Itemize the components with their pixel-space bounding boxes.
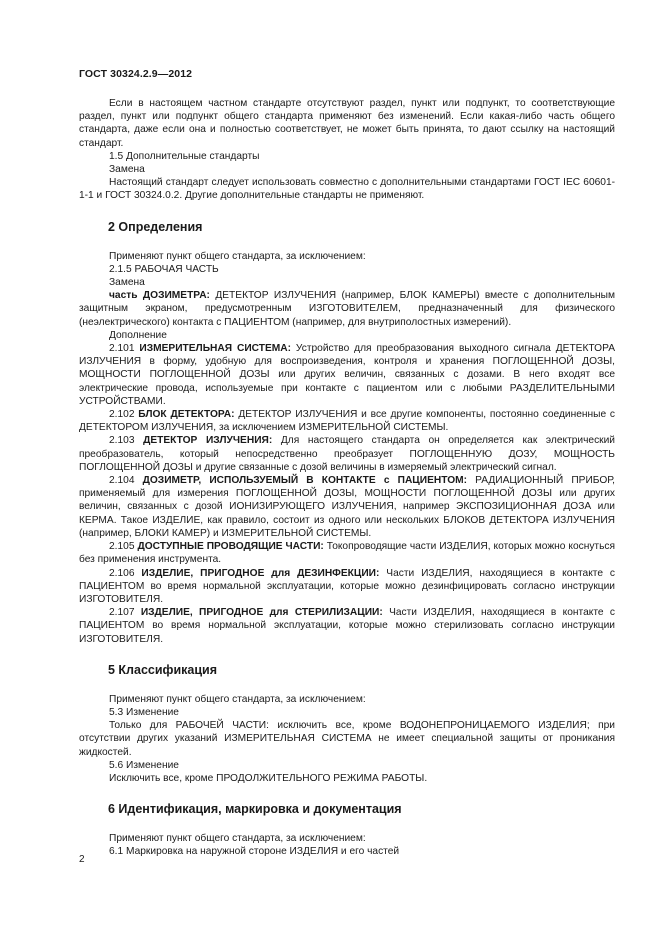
definition-2-106: [79, 567, 615, 607]
standard-code-header: ГОСТ 30324.2.9—2012: [79, 68, 193, 80]
section-heading-5: 5 Классификация: [108, 662, 218, 677]
definition-text: РАДИАЦИОННЫЙ ПРИБОР, применяемый для измерения ПОГЛОЩЕННОЙ ДОЗЫ, МОЩНОСТИ ПОГЛОЩЕННОЙ ДОЗЫ или других величин, связанных с дозой ИОНИЗИРУЮЩЕГО ИЗЛУЧЕНИЯ, например ЭКСПОЗИЦИОННАЯ ДОЗА или КЕРМА. Такое ИЗДЕЛИЕ, как правило, состоит из одного или нескольких БЛОКОВ ДЕТЕКТОРА ИЗЛУЧЕНИЯ (например, БЛОКИ КАМЕР) и ИЗМЕРИТЕЛЬНОЙ СИСТЕМЫ.: [79, 475, 615, 539]
definition-term: ИЗМЕРИТЕЛЬНАЯ СИСТЕМА:: [139, 343, 292, 355]
document-body: [79, 97, 615, 859]
definition-text: Части ИЗДЕЛИЯ, находящиеся в контакте с ПАЦИЕНТОМ во время нормальной эксплуатации, которые можно стерилизовать согласно инструкции ИЗГОТОВИТЕЛЯ.: [79, 607, 615, 645]
definition-term: часть ДОЗИМЕТРА:: [109, 290, 210, 302]
section-heading-2: 2 Определения: [108, 219, 203, 234]
definition-term: БЛОК ДЕТЕКТОРА:: [138, 409, 235, 421]
definition-number: 2.101: [109, 343, 140, 355]
definition-number: 2.103: [109, 435, 144, 447]
definition-term: ДОСТУПНЫЕ ПРОВОДЯЩИЕ ЧАСТИ:: [137, 541, 324, 553]
definition-number: 2.105: [109, 541, 138, 553]
definition-text: ДЕТЕКТОР ИЗЛУЧЕНИЯ (например, БЛОК КАМЕРЫ) вместе с дополнительным защитным экраном, предусмотренным ИЗГОТОВИТЕЛЕМ, предназначенный для физического (неэлектрического) контакта с ПАЦИЕНТОМ (например, для внутриполостных измерений).: [79, 290, 615, 328]
definition-2-107: [79, 606, 615, 646]
definition-number: 2.102: [109, 409, 139, 421]
definition-term: ИЗДЕЛИЕ, ПРИГОДНОЕ для СТЕРИЛИЗАЦИИ:: [140, 607, 383, 619]
replacement-label: Замена: [109, 164, 145, 176]
definition-2-103: [79, 434, 615, 474]
definition-2-101: [79, 342, 615, 408]
section-heading-6: 6 Идентификация, маркировка и документация: [108, 802, 402, 817]
definition-term: ДЕТЕКТОР ИЗЛУЧЕНИЯ:: [143, 435, 273, 447]
paragraph-apply: Применяют пункт общего стандарта, за исключением:: [109, 833, 366, 845]
definition-applied-part: [79, 289, 615, 329]
paragraph-apply: Применяют пункт общего стандарта, за исключением:: [109, 693, 366, 705]
clause-5-6-title: 5.6 Изменение: [109, 759, 179, 771]
definition-2-102: [79, 408, 615, 434]
addition-label: Дополнение: [109, 329, 167, 341]
replacement-label: Замена: [109, 277, 145, 289]
definition-term: ИЗДЕЛИЕ, ПРИГОДНОЕ для ДЕЗИНФЕКЦИИ:: [141, 567, 380, 579]
definition-text: ДЕТЕКТОР ИЗЛУЧЕНИЯ и все другие компоненты, постоянно соединенные с ДЕТЕКТОРОМ ИЗЛУЧЕНИЯ, за исключением ИЗМЕРИТЕЛЬНОЙ СИСТЕМЫ.: [79, 409, 615, 434]
definition-text: Для настоящего стандарта он определяется как электрический преобразователь, который непосредственно преобразует ПОГЛОЩЕННУЮ ДОЗУ, МОЩНОСТЬ ПОГЛОЩЕННОЙ ДОЗЫ и другие связанные с дозой величины в измеряемый электрический сигнал.: [79, 435, 615, 473]
paragraph-5-6: Исключить все, кроме ПРОДОЛЖИТЕЛЬНОГО РЕЖИМА РАБОТЫ.: [109, 772, 428, 784]
paragraph-apply: Применяют пункт общего стандарта, за исключением:: [109, 250, 366, 262]
definition-number: 2.107: [109, 607, 141, 619]
definition-2-104: [79, 474, 615, 540]
definition-text: Устройство для преобразования выходного сигнала ДЕТЕКТОРА ИЗЛУЧЕНИЯ в форму, удобную для воспроизведения, контроля и хранения ПОГЛОЩЕННОЙ ДОЗЫ, МОЩНОСТИ ПОГЛОЩЕННОЙ ДОЗЫ или других величин, связанных с дозами. В него входят все электрические провода, используемые при контакте с пациентом или с любыми РАЗДЕЛИТЕЛЬНЫМИ УСТРОЙСТВАМИ.: [79, 343, 616, 407]
definition-term: ДОЗИМЕТР, ИСПОЛЬЗУЕМЫЙ В КОНТАКТЕ с ПАЦИЕНТОМ:: [142, 475, 467, 487]
definition-number: 2.104: [109, 475, 143, 487]
definition-text: Части ИЗДЕЛИЯ, находящиеся в контакте с ПАЦИЕНТОМ во время нормальной эксплуатации, которые можно дезинфицировать согласно инструкции ИЗГОТОВИТЕЛЯ.: [79, 567, 615, 605]
page-number: 2: [79, 854, 85, 865]
definition-number: 2.106: [109, 567, 142, 579]
clause-5-3-title: 5.3 Изменение: [109, 706, 179, 718]
paragraph-supplementary: Настоящий стандарт следует использовать совместно с дополнительными стандартами ГОСТ IEC 60601-1-1 и ГОСТ 30324.0.2. Другие дополнительные стандарты не применяют.: [79, 177, 615, 202]
clause-6-1-title: 6.1 Маркировка на наружной стороне ИЗДЕЛИЯ и его частей: [109, 846, 400, 858]
paragraph-intro: Если в настоящем частном стандарте отсутствуют раздел, пункт или подпункт, то соответствующие раздел, пункт или подпункт общего стандарта применяют без изменений. Если какая-либо часть общего стандарта, даже если она и полностью соответствует, не может быть принята, то дают ссылку на настоящий стандарт.: [79, 98, 615, 149]
clause-1-5-title: 1.5 Дополнительные стандарты: [109, 150, 260, 162]
definition-2-105: [79, 540, 615, 566]
clause-2-1-5-title: 2.1.5 РАБОЧАЯ ЧАСТЬ: [109, 263, 219, 275]
definition-text: Токопроводящие части ИЗДЕЛИЯ, которых можно коснуться без применения инструмента.: [79, 541, 616, 566]
paragraph-5-3: Только для РАБОЧЕЙ ЧАСТИ: исключить все, кроме ВОДОНЕПРОНИЦАЕМОГО ИЗДЕЛИЯ; при отсутствии других указаний ИЗМЕРИТЕЛЬНАЯ СИСТЕМА не имеет специальной защиты от проникания жидкостей.: [79, 720, 615, 758]
